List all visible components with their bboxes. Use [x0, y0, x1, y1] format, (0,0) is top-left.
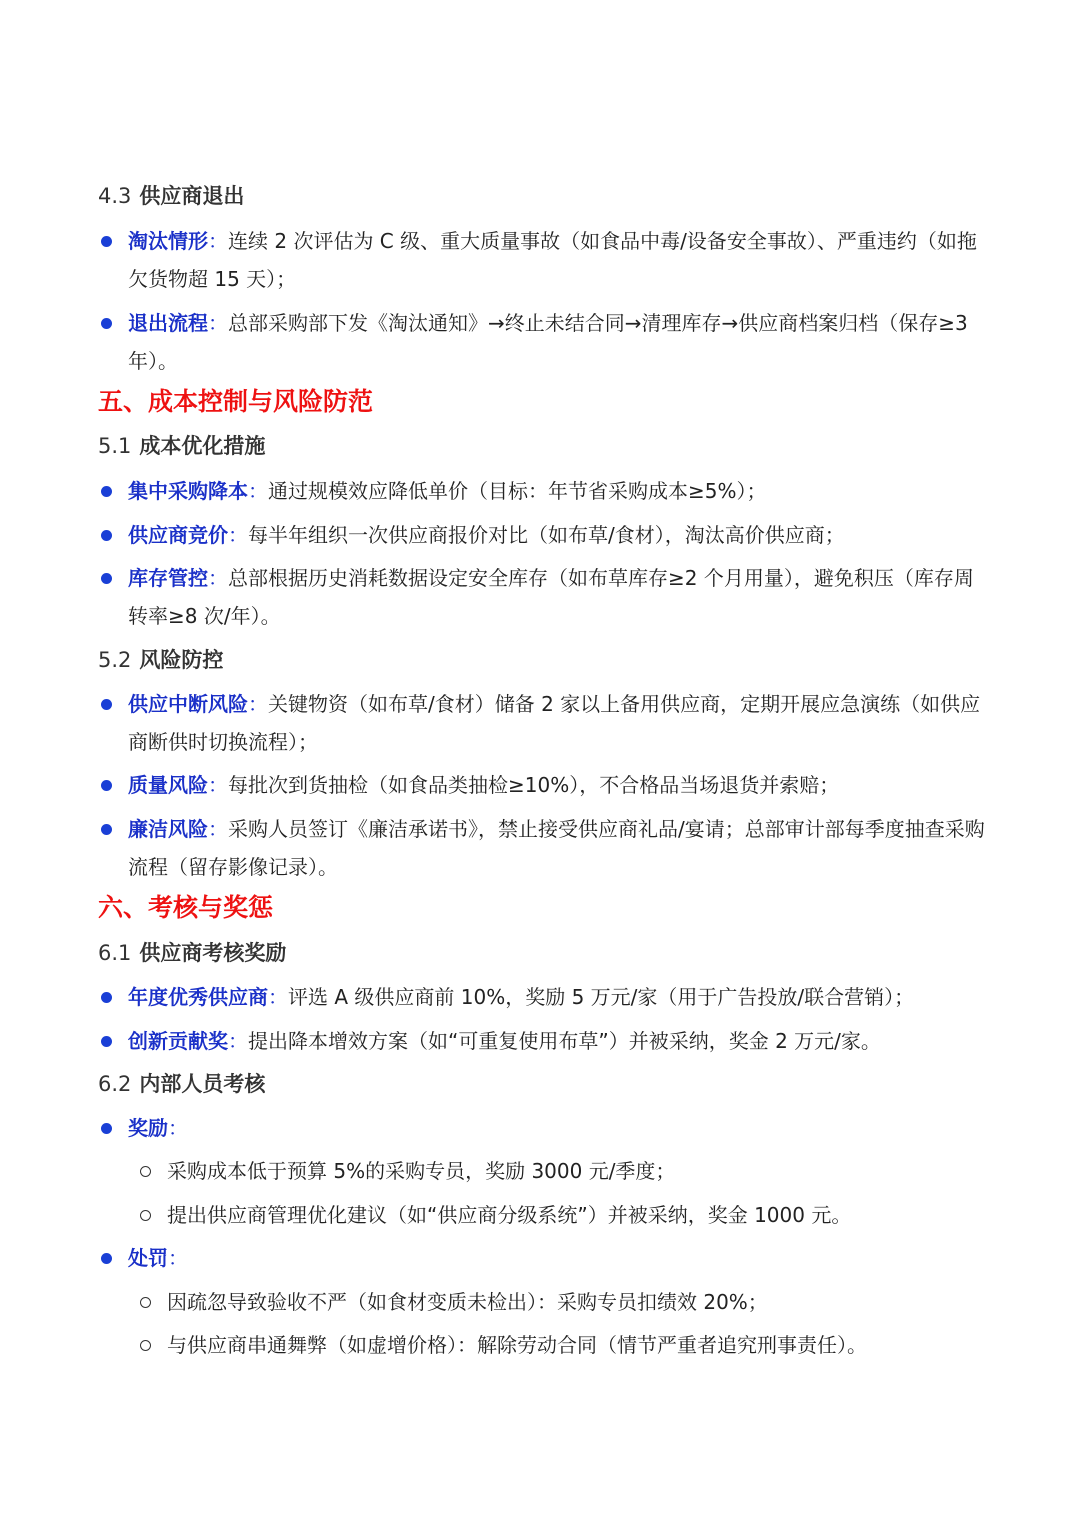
bullet-item-integrity-risk: 廉洁风险：采购人员签订《廉洁承诺书》，禁止接受供应商礼品/宴请；总部审计部每季度抽查采购流程（留存影像记录）。 [98, 810, 988, 886]
bullet-dot-icon [101, 530, 112, 541]
bullet-item-penalties: 处罚： [98, 1239, 988, 1277]
sub-item-reward-cost: 采购成本低于预算 5%的采购专员，奖励 3000 元/季度； [140, 1152, 675, 1190]
bullet-dot-icon [101, 780, 112, 791]
bullet-dot-icon [101, 824, 112, 835]
bullet-item-annual-excellent-supplier: 年度优秀供应商：评选 A 级供应商前 10%，奖励 5 万元/家（用于广告投放/联合营销）； [98, 978, 988, 1016]
sub-item-penalty-negligence: 因疏忽导致验收不严（如食材变质未检出）：采购专员扣绩效 20%； [140, 1283, 768, 1321]
hollow-circle-bullet-icon [140, 1166, 151, 1177]
bullet-dot-icon [101, 318, 112, 329]
section-heading-5: 五、成本控制与风险防范 [98, 387, 374, 416]
bullet-dot-icon [101, 1036, 112, 1047]
bullet-item-rewards: 奖励： [98, 1109, 988, 1147]
hollow-circle-bullet-icon [140, 1340, 151, 1351]
bullet-dot-icon [101, 486, 112, 497]
bullet-dot-icon [101, 1253, 112, 1264]
bullet-item-supply-interruption-risk: 供应中断风险：关键物资（如布草/食材）储备 2 家以上备用供应商，定期开展应急演练（如供应商断供时切换流程）； [98, 685, 988, 761]
section-heading-6: 六、考核与奖惩 [98, 893, 274, 922]
hollow-circle-bullet-icon [140, 1297, 151, 1308]
subsection-heading-6-2: 6.2 内部人员考核 [98, 1072, 266, 1096]
subsection-heading-6-1: 6.1 供应商考核奖励 [98, 941, 287, 965]
bullet-item-elimination-cases: 淘汰情形：连续 2 次评估为 C 级、重大质量事故（如食品中毒/设备安全事故）、严重违约（如拖欠货物超 15 天）； [98, 222, 988, 298]
bullet-dot-icon [101, 699, 112, 710]
subsection-heading-5-2: 5.2 风险防控 [98, 648, 224, 672]
bullet-dot-icon [101, 573, 112, 584]
bullet-item-centralized-purchasing: 集中采购降本：通过规模效应降低单价（目标：年节省采购成本≥5%）； [98, 472, 988, 510]
subsection-heading-4-3: 4.3 供应商退出 [98, 184, 245, 208]
bullet-item-exit-process: 退出流程：总部采购部下发《淘汰通知》→终止未结合同→清理库存→供应商档案归档（保存≥3 年）。 [98, 304, 988, 380]
bullet-item-quality-risk: 质量风险：每批次到货抽检（如食品类抽检≥10%），不合格品当场退货并索赔； [98, 766, 988, 804]
hollow-circle-bullet-icon [140, 1210, 151, 1221]
bullet-item-inventory-control: 库存管控：总部根据历史消耗数据设定安全库存（如布草库存≥2 个月用量），避免积压（库存周转率≥8 次/年）。 [98, 559, 988, 635]
sub-item-reward-suggestion: 提出供应商管理优化建议（如“供应商分级系统”）并被采纳，奖金 1000 元。 [140, 1196, 851, 1234]
bullet-item-innovation-award: 创新贡献奖：提出降本增效方案（如“可重复使用布草”）并被采纳，奖金 2 万元/家。 [98, 1022, 988, 1060]
bullet-dot-icon [101, 992, 112, 1003]
sub-item-penalty-collusion: 与供应商串通舞弊（如虚增价格）：解除劳动合同（情节严重者追究刑事责任）。 [140, 1326, 867, 1364]
subsection-heading-5-1: 5.1 成本优化措施 [98, 434, 266, 458]
bullet-dot-icon [101, 236, 112, 247]
bullet-item-supplier-bidding: 供应商竞价：每半年组织一次供应商报价对比（如布草/食材），淘汰高价供应商； [98, 516, 988, 554]
bullet-dot-icon [101, 1123, 112, 1134]
